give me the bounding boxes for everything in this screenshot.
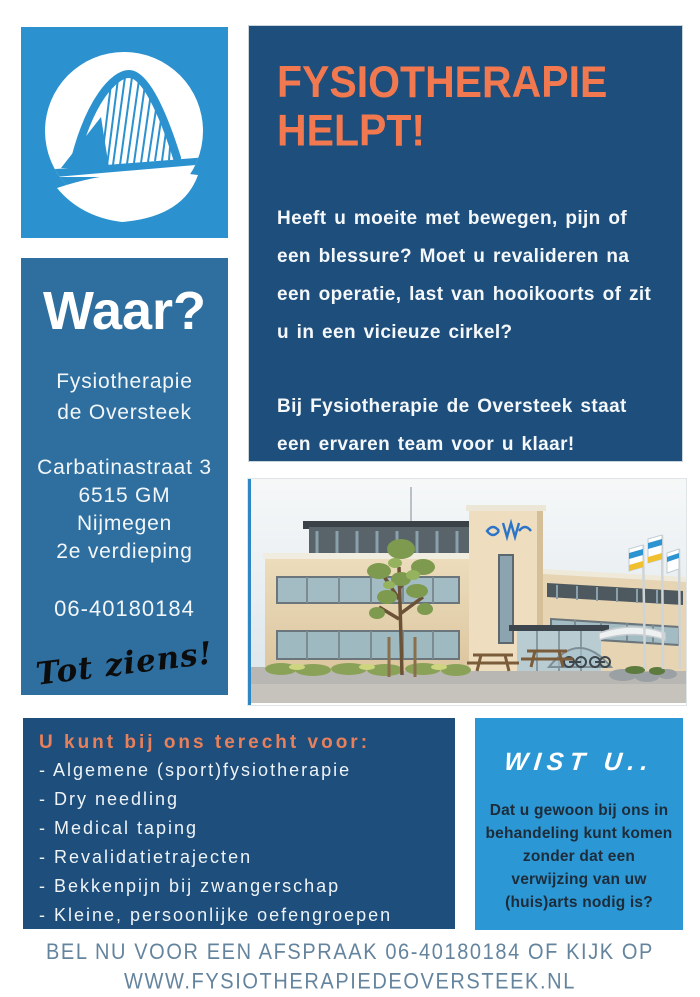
services-heading: U kunt bij ons terecht voor: [39, 732, 371, 753]
did-you-know-panel [475, 718, 683, 930]
team-paragraph: Bij Fysiotherapie de Oversteek staat een ervaren team voor u klaar! [277, 396, 627, 455]
waar-title: Waar? [42, 281, 207, 341]
service-item: - Revalidatietrajecten [39, 847, 253, 867]
service-item: - Bekkenpijn bij zwangerschap [39, 876, 341, 896]
service-item: - Medical taping [39, 818, 199, 838]
practice-name: Fysiotherapie de Oversteek [56, 370, 193, 424]
intro-paragraph: Heeft u moeite met bewegen, pijn of een blessure? Moet u revalideren na een operatie, last van hooikoorts of zit u in een vicieuze cirkel? [277, 208, 652, 343]
did-you-know-title: WIST U.. [502, 748, 656, 776]
location-panel [21, 258, 228, 695]
bridge-logo-icon [21, 27, 228, 238]
did-you-know-body: Dat u gewoon bij ons in behandeling kunt komen zonder dat een verwijzing van uw (huis)arts nodig is? [485, 802, 673, 911]
footer [0, 938, 700, 997]
building-photo-illustration [251, 479, 686, 703]
hero-title [277, 58, 682, 155]
intro-panel [248, 25, 683, 462]
service-item: - Algemene (sport)fysiotherapie [39, 760, 352, 780]
building-photo [248, 479, 686, 705]
phone-number: 06-40180184 [54, 596, 195, 621]
service-item: - Dry needling [39, 789, 180, 809]
logo [21, 27, 228, 238]
hero-title-line2: HELPT! [277, 105, 426, 156]
address: Carbatinastraat 3 6515 GM Nijmegen 2e verdieping [37, 456, 212, 563]
services-panel [23, 718, 455, 929]
footer-call-line: BEL NU VOOR EEN AFSPRAAK 06-40180184 OF KIJK OP [45, 940, 654, 965]
footer-website: WWW.FYSIOTHERAPIEDEOVERSTEEK.NL [124, 969, 576, 995]
service-item: - Kleine, persoonlijke oefengroepen [39, 905, 393, 925]
signoff-script: Tot ziens! [33, 635, 216, 693]
hero-title-line1: FYSIOTHERAPIE [277, 56, 608, 107]
